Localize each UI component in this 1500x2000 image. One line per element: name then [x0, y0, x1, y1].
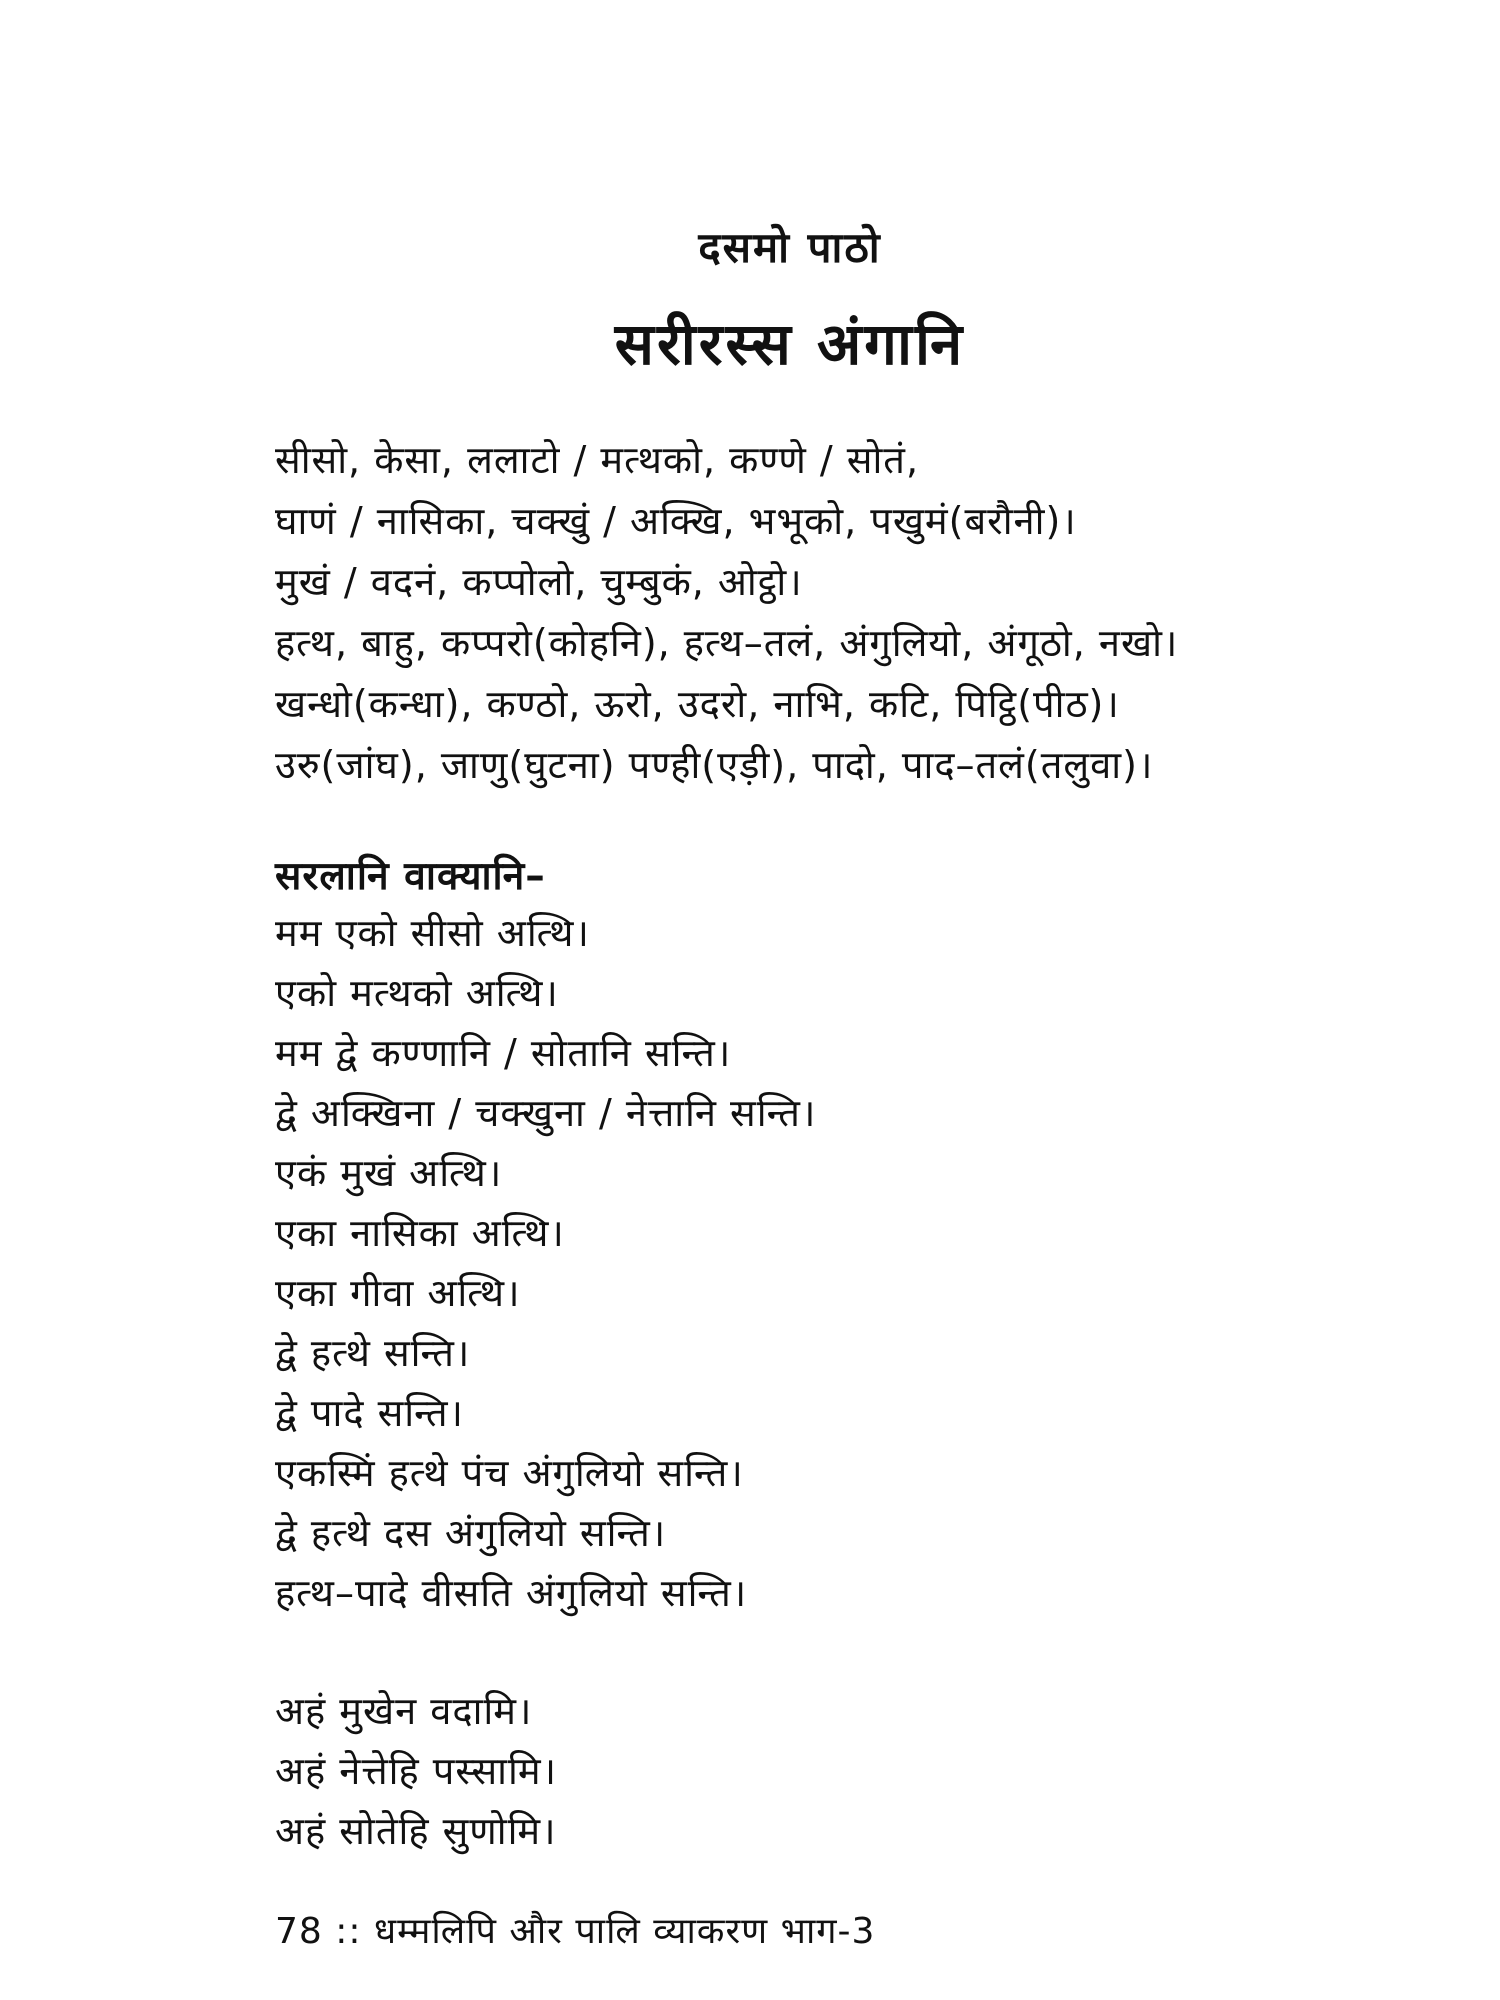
- action-sentence-list: [275, 1681, 1455, 1861]
- lesson-number: दसमो पाठो: [698, 223, 882, 272]
- action-sentence: अहं सोतेहि सुणोमि।: [275, 1809, 557, 1853]
- sentence: द्वे हत्थे दस अंगुलियो सन्ति।: [275, 1511, 667, 1555]
- vocabulary-line: सीसो, केसा, ललाटो / मत्थको, कण्णे / सोतं,: [275, 438, 920, 482]
- sentences-heading: सरलानि वाक्यानि–: [275, 854, 546, 899]
- sentence: एको मत्थको अत्थि।: [275, 971, 559, 1015]
- sentence: एकं मुखं अत्थि।: [275, 1151, 503, 1195]
- sentence: मम द्वे कण्णानि / सोतानि सन्ति।: [275, 1031, 732, 1075]
- vocabulary-line: उरु(जांघ), जाणु(घुटना) पण्ही(एड़ी), पादो, पाद–तलं(तलुवा)।: [275, 743, 1154, 787]
- page-footer: 78 :: धम्मलिपि और पालि व्याकरण भाग-3: [275, 1911, 876, 1952]
- sentence: मम एको सीसो अत्थि।: [275, 911, 590, 955]
- sentence: एका गीवा अत्थि।: [275, 1271, 521, 1315]
- sentence: एकस्मिं हत्थे पंच अंगुलियो सन्ति।: [275, 1451, 744, 1495]
- sentence: एका नासिका अत्थि।: [275, 1211, 565, 1255]
- lesson-title: सरीरस्स अंगानि: [614, 310, 966, 378]
- sentence: हत्थ–पादे वीसति अंगुलियो सन्ति।: [275, 1571, 748, 1615]
- vocabulary-line: मुखं / वदनं, कप्पोलो, चुम्बुकं, ओट्ठो।: [275, 560, 803, 604]
- sentence-list: [275, 903, 1455, 1623]
- sentence: द्वे अक्खिना / चक्खुना / नेत्तानि सन्ति।: [275, 1091, 817, 1135]
- vocabulary-list: [275, 430, 1455, 796]
- vocabulary-line: खन्धो(कन्धा), कण्ठो, ऊरो, उदरो, नाभि, कटि, पिट्ठि(पीठ)।: [275, 682, 1120, 726]
- action-sentence: अहं नेत्तेहि पस्सामि।: [275, 1749, 557, 1793]
- vocabulary-line: घाणं / नासिका, चक्खुं / अक्खि, भभूको, पखुमं(बरौनी)।: [275, 499, 1077, 543]
- sentence: द्वे हत्थे सन्ति।: [275, 1331, 471, 1375]
- action-sentence: अहं मुखेन वदामि।: [275, 1689, 533, 1733]
- vocabulary-line: हत्थ, बाहु, कप्परो(कोहनि), हत्थ–तलं, अंगुलियो, अंगूठो, नखो।: [275, 621, 1179, 665]
- sentence: द्वे पादे सन्ति।: [275, 1391, 464, 1435]
